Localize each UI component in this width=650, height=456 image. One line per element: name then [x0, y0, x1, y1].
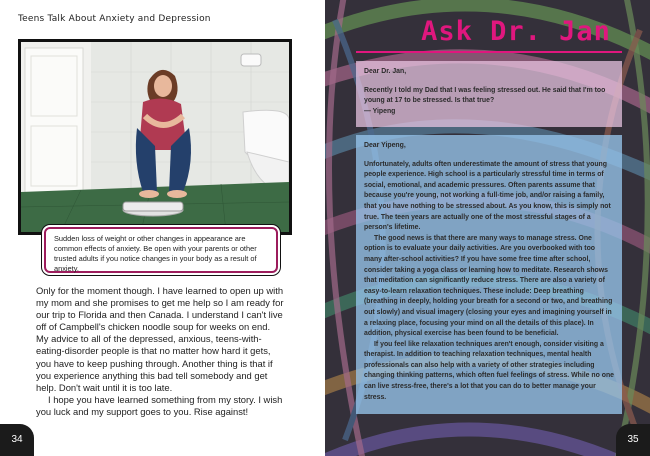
page-number-left: 34: [0, 424, 34, 456]
answer-salutation: Dear Yipeng,: [364, 142, 406, 149]
answer-paragraph: Unfortunately, adults often underestimate the amount of stress that young people experience. High school is a particularly stressful time in terms of social, emotional, and academic pressures. Often parents assume that because you're young, not working a full-time job, and/or raising a family, that you have nothing to be stressed about. As you know, this is simply not true. The teen years are actually one of the most stressful stages of a person's lifetime.: [364, 160, 611, 232]
story-paragraph: Only for the moment though. I have learned to open up with my mom and she promises to get me help so I am ready for our trip to Florida and then Canada. I understand I can't live off of Campbell's chicken noodle soup for weeks on end. My advice to all of the depressed, anxious, teens-with-eating-disorder people is that no matter how hard it gets, you have to keep pushing through. Another thing is that if you experience anything this bad tell somebody and get help. Don't wait until it is too late.: [36, 285, 284, 393]
letter-body: Recently I told my Dad that I was feeling stressed out. He said that I'm too young at 17 to be stressed. Is that true?: [364, 86, 606, 104]
right-page: [325, 0, 650, 456]
bathroom-illustration: [21, 42, 289, 232]
photo-girl-bathroom: [18, 39, 292, 235]
title-underline: [356, 51, 622, 53]
doctor-answer: [356, 135, 622, 414]
story-paragraph: I hope you have learned something from my story. I wish you luck and my support goes to you. Rise against!: [36, 393, 283, 417]
reader-letter: [356, 61, 622, 127]
letter-salutation: Dear Dr. Jan,: [364, 68, 407, 75]
running-head: Teens Talk About Anxiety and Depression: [18, 14, 211, 24]
letter-signature: — Yipeng: [364, 107, 396, 115]
story-text: [36, 285, 284, 418]
answer-paragraph: If you feel like relaxation techniques aren't enough, consider visiting a therapist. In addition to teaching relaxation techniques, mental health professionals can also help with a variety of other strategies including changing thinking patterns, which often fuel feelings of stress. While no one can live stress-free, there's a lot that you can do to better manage your stress.: [364, 340, 614, 401]
answer-paragraph: The good news is that there are many ways to manage stress. One option is to evaluate your daily activities. Are you overbooked with too many after-school activities? If you have some free time after school, consider taking a yoga class or learning how to meditate. Research shows that meditation can significantly reduce stress. There are also a variety of easy-to-learn relaxation techniques. These include: Deep breathing (breathing in deeply, holding your breath for a second or two, and breathing out slowly) and visual imagery (closing your eyes and imagining yourself in a relaxing place, focusing your mind on all the details of this place). In addition, physical exercise has been found to be beneficial.: [364, 234, 613, 338]
photo-caption: Sudden loss of weight or other changes in appearance are common effects of anxiety. Be open with your parents or other trusted adults if you notice changes in your body as a result of anxiety.: [44, 227, 278, 273]
page-number-right: 35: [616, 424, 650, 456]
column-title: Ask Dr. Jan: [421, 16, 611, 47]
